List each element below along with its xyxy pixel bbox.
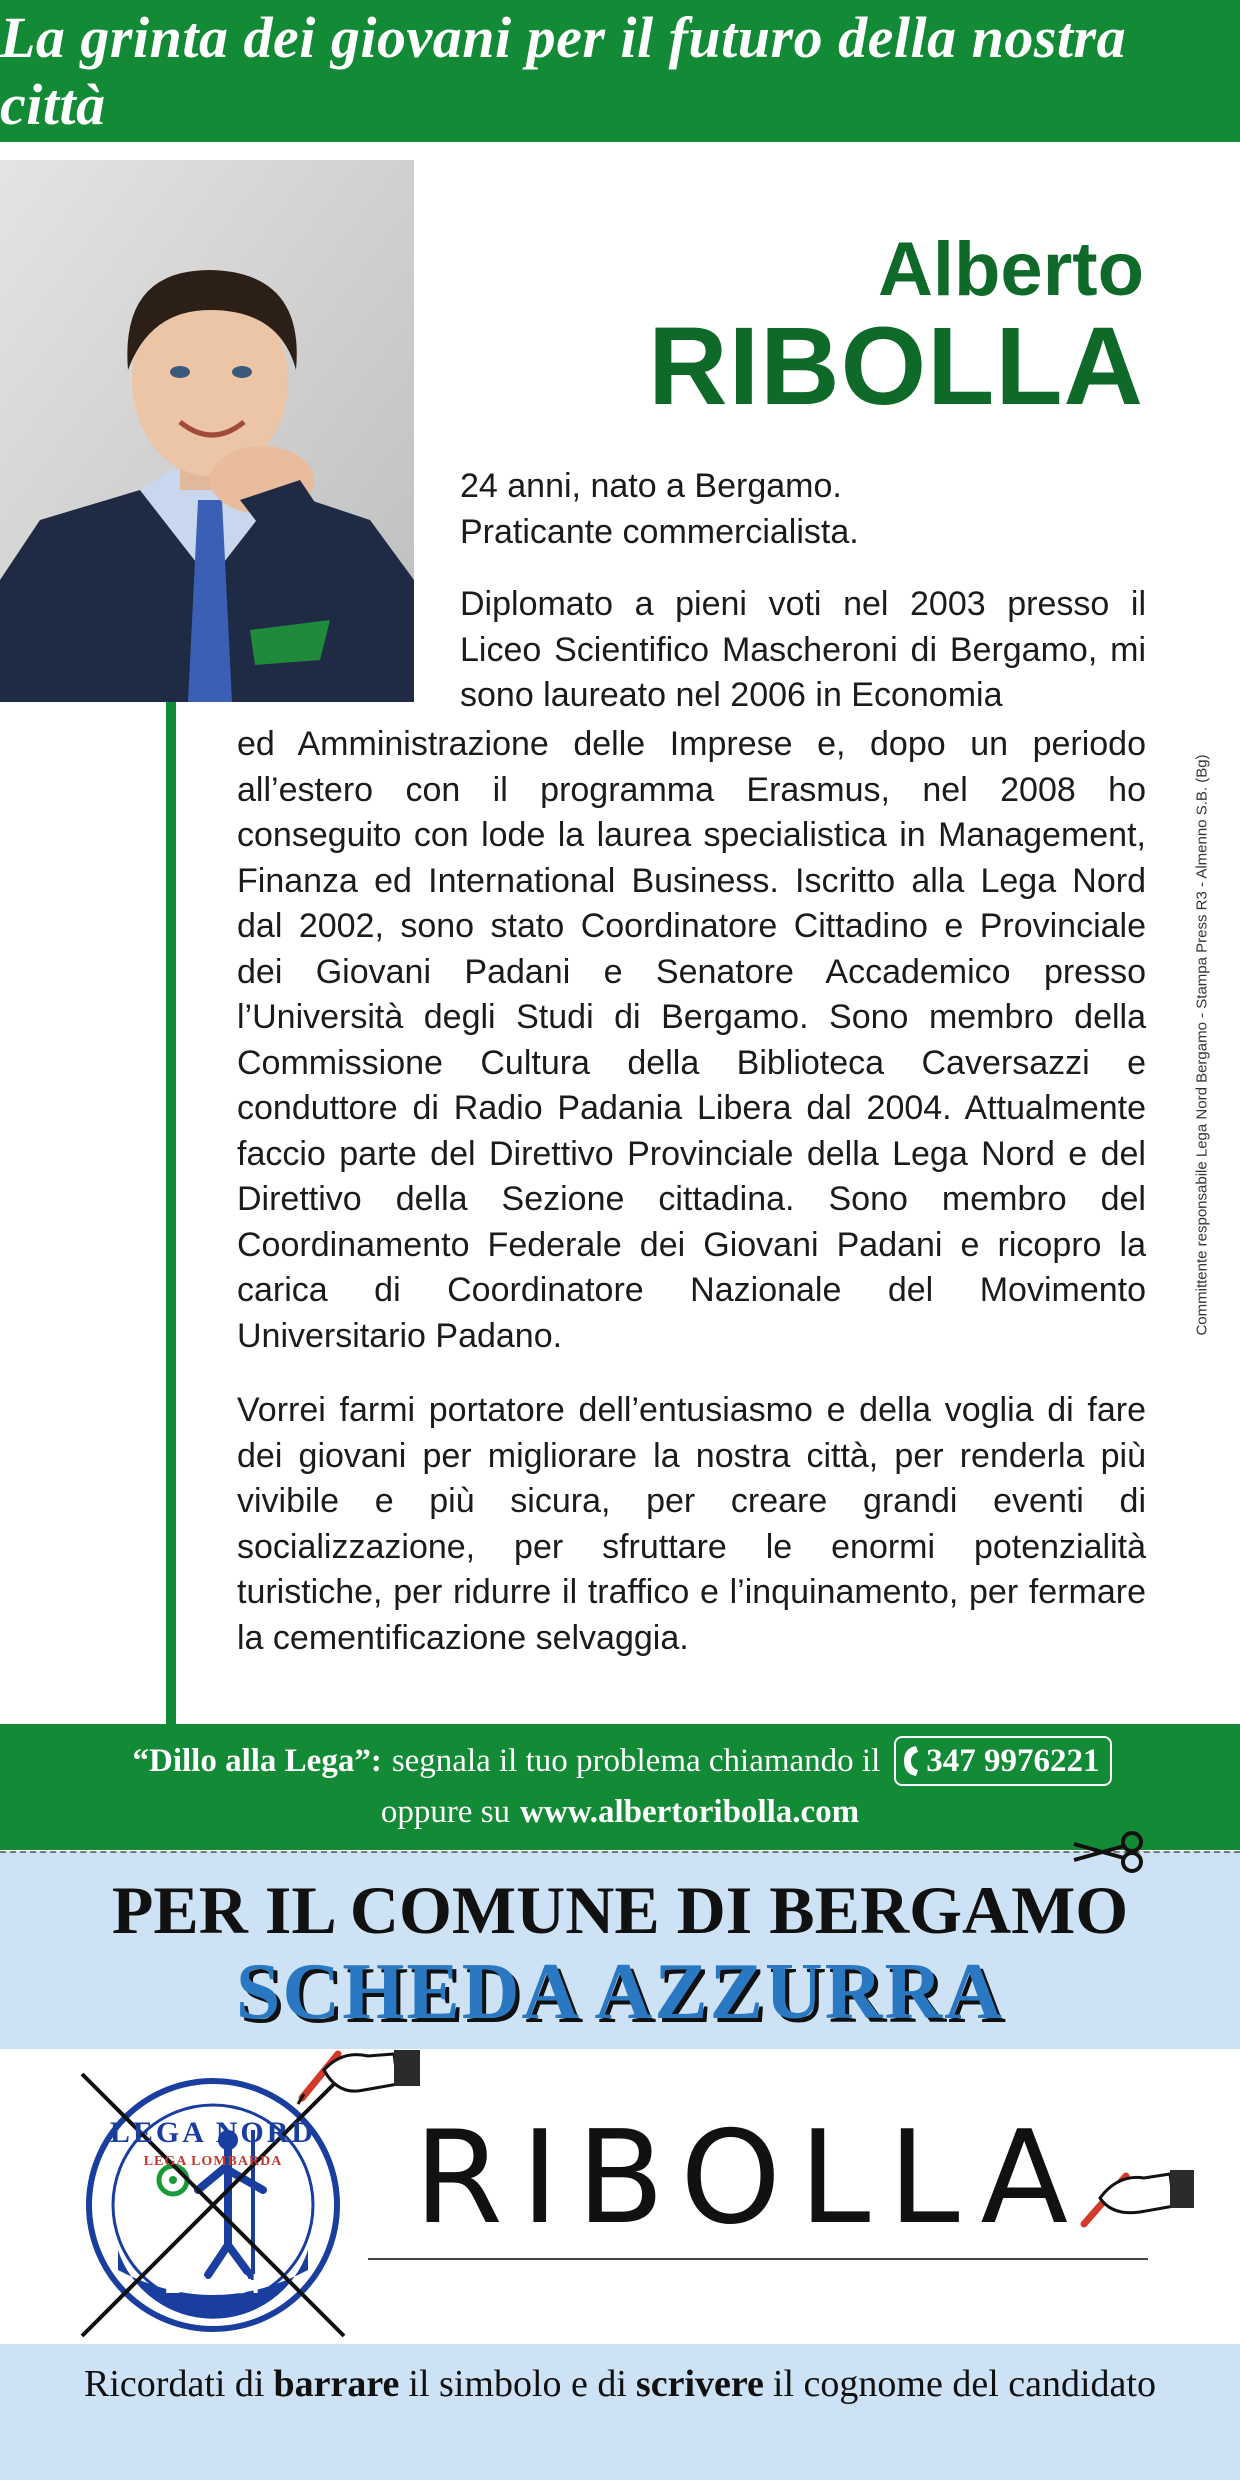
cut-line xyxy=(0,1851,1240,1853)
website-link[interactable]: www.albertoribolla.com xyxy=(520,1793,860,1830)
contact-text-2: oppure su xyxy=(380,1793,511,1830)
ballot-title: PER IL COMUNE DI BERGAMO xyxy=(111,1872,1129,1948)
reminder-part3: il cognome del candidato xyxy=(772,2363,1156,2405)
phone-number[interactable] xyxy=(894,1736,1111,1786)
logo-bottom-text: BOSSI xyxy=(164,2268,262,2299)
legal-side-note: Committente responsabile Lega Nord Bergamo - Stampa Press R3 - Almenno S.B. (Bg) xyxy=(1193,754,1211,1336)
tagline: La grinta dei giovani per il futuro della nostra città xyxy=(0,5,1127,137)
write-in-surname: RIBOLLA xyxy=(413,2104,1087,2253)
intro-age: 24 anni, nato a Bergamo. xyxy=(460,467,842,505)
biography-part1: Diplomato a pieni voti nel 2003 presso il Liceo Scientifico Mascheroni di Bergamo, mi sono laureato nel 2006 in Economia xyxy=(460,585,1146,714)
candidate-photo xyxy=(0,160,414,702)
goals-paragraph: Vorrei farmi portatore dell’entusiasmo e della voglia di fare dei giovani per migliorare la nostra città, per renderla più vivibile e più sicura, per creare grandi eventi di socializzazione, per sfruttare le enormi potenzialità turistiche, per ridurre il traffico e l’inquinamento, per fermare la cementificazione selvaggia. xyxy=(237,1391,1146,1657)
phone-icon xyxy=(900,1744,922,1778)
intro-profession: Praticante commercialista. xyxy=(460,512,859,551)
contact-line xyxy=(92,1736,1152,1786)
logo-inner-text: LEGA LOMBARDA xyxy=(143,2154,283,2169)
reminder-text xyxy=(0,2344,1240,2424)
reminder-bold1: barrare xyxy=(273,2363,400,2405)
candidate-first-name: Alberto xyxy=(878,227,1144,312)
ballot-subtitle: SCHEDA AZZURRA xyxy=(235,1948,1005,2036)
contact-slogan: “Dillo alla Lega”: xyxy=(132,1742,382,1779)
hand-pen-icon xyxy=(1078,2150,1198,2230)
contact-website-line xyxy=(0,1788,1240,1836)
party-logo xyxy=(78,2070,348,2340)
reminder-part1: Ricordati di xyxy=(84,2363,265,2405)
logo-top-text: LEGA NORD xyxy=(109,2116,317,2149)
intro-text xyxy=(460,464,1160,555)
scissors-icon xyxy=(1068,1830,1148,1874)
green-divider xyxy=(166,702,176,1724)
phone-number-text: 347 9976221 xyxy=(926,1743,1100,1779)
reminder-bold2: scrivere xyxy=(635,2363,764,2405)
reminder-part2: il simbolo e di xyxy=(408,2363,627,2405)
contact-text: segnala il tuo problema chiamando il xyxy=(391,1742,881,1779)
hand-pen-icon xyxy=(294,2040,424,2110)
candidate-last-name: RIBOLLA xyxy=(648,305,1144,428)
write-in-line xyxy=(368,2258,1148,2260)
biography-part2: ed Amministrazione delle Imprese e, dopo un periodo all’estero con il programma Erasmus, nel 2008 ho conseguito con lode la laurea specialistica in Management, Finanza ed International Business. Iscritto alla Lega Nord dal 2002, sono stato Coordinatore Cittadino e Provinciale dei Giovani Padani e Senatore Accademico presso l’Università degli Studi di Bergamo. Sono membro della Commissione Cultura della Biblioteca Caversazzi e conduttore di Radio Padania Libera dal 2004. Attualmente faccio parte del Direttivo Provinciale della Lega Nord e del Direttivo della Sezione cittadina. Sono membro del Coordinamento Federale dei Giovani Padani e ricopro la carica di Coordinatore Nazionale del Movimento Universitario Padano. xyxy=(237,725,1146,1355)
